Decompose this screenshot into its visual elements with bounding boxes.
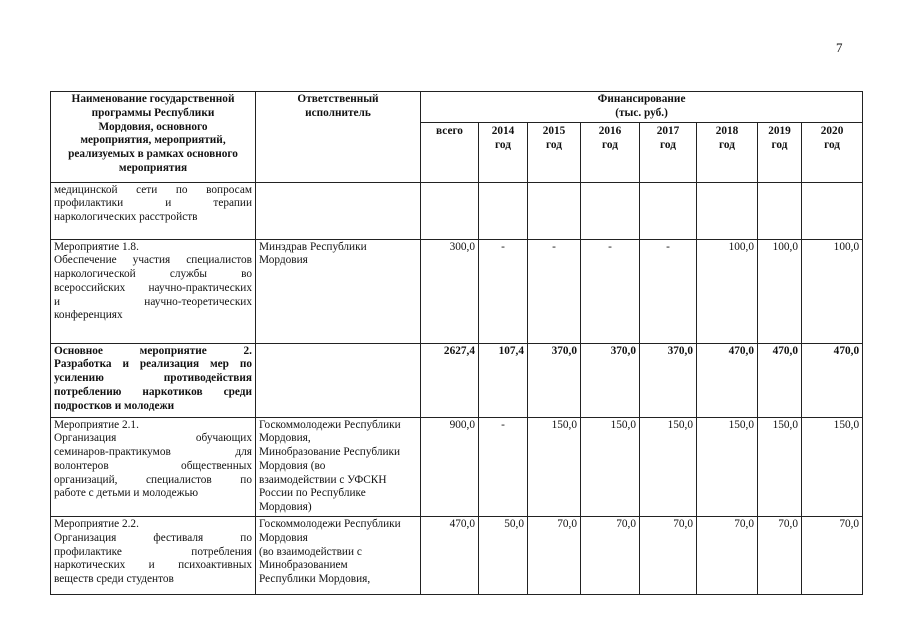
row-executor-line: Республики Мордовия, bbox=[259, 573, 371, 586]
year-unit: год bbox=[546, 139, 562, 152]
row-name-line: подростков и молодежи bbox=[54, 399, 175, 412]
header-name-line: мероприятия, мероприятий, bbox=[80, 134, 226, 147]
value-cell: 100,0 bbox=[758, 239, 802, 343]
row-name-line: всероссийских научно-практических bbox=[54, 281, 252, 294]
value-cell: 50,0 bbox=[479, 517, 528, 595]
row-name-line: веществ среди студентов bbox=[54, 573, 174, 586]
row-executor-line: России по Республике bbox=[259, 487, 366, 500]
page-number: 7 bbox=[836, 40, 843, 55]
header-year bbox=[528, 122, 581, 182]
row-executor-line: Мордовия) bbox=[259, 501, 312, 514]
value-cell: - bbox=[581, 239, 640, 343]
year-unit: год bbox=[660, 139, 676, 152]
header-year bbox=[640, 122, 697, 182]
row-executor-line: Минобразование Республики bbox=[259, 446, 401, 459]
year-label: 2017 bbox=[656, 124, 680, 137]
row-name-line: потреблению наркотиков среди bbox=[54, 385, 252, 398]
value-cell bbox=[421, 182, 479, 239]
row-name-line: Мероприятие 1.8. bbox=[54, 240, 139, 253]
row-name-line: Обеспечение участия специалистов bbox=[54, 254, 252, 267]
row-name-line: Организация фестиваля по bbox=[54, 531, 252, 544]
value-cell bbox=[758, 182, 802, 239]
value-cell: - bbox=[479, 417, 528, 516]
value-cell: 370,0 bbox=[581, 343, 640, 417]
row-executor-line: Минздрав Республики bbox=[259, 240, 367, 253]
year-label: 2020 bbox=[820, 124, 844, 137]
value-cell: 100,0 bbox=[802, 239, 863, 343]
value-cell: 100,0 bbox=[697, 239, 758, 343]
header-name bbox=[51, 92, 256, 183]
value-cell: 300,0 bbox=[421, 239, 479, 343]
row-name-line: конференциях bbox=[54, 309, 123, 322]
header-year bbox=[802, 122, 863, 182]
row-name-line: наркологической службы во bbox=[54, 268, 252, 281]
table-row bbox=[51, 343, 863, 417]
row-name-line: Мероприятие 2.2. bbox=[54, 518, 139, 531]
value-cell: - bbox=[640, 239, 697, 343]
row-executor-line: Мордовия, bbox=[259, 432, 311, 445]
row-executor-line: Мордовия (во bbox=[259, 459, 326, 472]
table-row bbox=[51, 182, 863, 239]
table-row bbox=[51, 417, 863, 516]
value-cell: 150,0 bbox=[581, 417, 640, 516]
header-executor-line: Ответственный bbox=[297, 93, 379, 105]
value-cell: 370,0 bbox=[640, 343, 697, 417]
header-name-line: Наименование государственной bbox=[71, 93, 235, 105]
row-executor-cell bbox=[256, 343, 421, 417]
value-cell bbox=[479, 182, 528, 239]
value-cell: 150,0 bbox=[697, 417, 758, 516]
header-year bbox=[581, 122, 640, 182]
row-name-line: наркологических расстройств bbox=[54, 211, 198, 224]
header-executor-line: исполнитель bbox=[305, 106, 371, 119]
row-name-line: Основное мероприятие 2. bbox=[54, 344, 252, 357]
row-name-cell bbox=[51, 182, 256, 239]
header-name-line: Мордовия, основного bbox=[98, 120, 208, 133]
value-cell: 70,0 bbox=[528, 517, 581, 595]
value-cell bbox=[528, 182, 581, 239]
financing-table bbox=[50, 91, 863, 595]
table-row bbox=[51, 517, 863, 595]
header-year bbox=[758, 122, 802, 182]
header-year bbox=[697, 122, 758, 182]
row-executor-cell bbox=[256, 417, 421, 516]
value-cell: 470,0 bbox=[802, 343, 863, 417]
value-cell: 2627,4 bbox=[421, 343, 479, 417]
row-executor-cell bbox=[256, 517, 421, 595]
value-cell: 107,4 bbox=[479, 343, 528, 417]
value-cell: - bbox=[479, 239, 528, 343]
value-cell: 70,0 bbox=[640, 517, 697, 595]
row-name-line: усилению противодействия bbox=[54, 372, 252, 385]
row-name-line: Мероприятие 2.1. bbox=[54, 418, 139, 431]
value-cell: 470,0 bbox=[697, 343, 758, 417]
row-name-line: медицинской сети по вопросам bbox=[54, 183, 252, 196]
header-executor bbox=[256, 92, 421, 183]
row-name-line: и научно-теоретических bbox=[54, 295, 252, 308]
value-cell: 470,0 bbox=[758, 343, 802, 417]
value-cell bbox=[581, 182, 640, 239]
row-name-cell bbox=[51, 517, 256, 595]
value-cell: 70,0 bbox=[758, 517, 802, 595]
year-unit: год bbox=[495, 139, 511, 152]
value-cell: 370,0 bbox=[528, 343, 581, 417]
year-label: 2016 bbox=[598, 124, 622, 137]
year-label: 2019 bbox=[768, 124, 791, 137]
row-name-line: наркотических и психоактивных bbox=[54, 559, 252, 572]
row-executor-line: Мордовия bbox=[259, 254, 308, 267]
value-cell: 150,0 bbox=[802, 417, 863, 516]
header-total bbox=[421, 122, 479, 182]
header-name-line: программы Республики bbox=[91, 106, 215, 119]
row-name-line: профилактики и терапии bbox=[54, 197, 252, 210]
value-cell bbox=[697, 182, 758, 239]
row-name-line: работе с детьми и молодежью bbox=[54, 487, 199, 500]
value-cell: 470,0 bbox=[421, 517, 479, 595]
value-cell bbox=[802, 182, 863, 239]
header-name-line: мероприятия bbox=[118, 161, 188, 174]
row-executor-line: Минобразованием bbox=[259, 559, 348, 572]
value-cell: 70,0 bbox=[581, 517, 640, 595]
year-unit: год bbox=[771, 139, 788, 152]
row-executor-line: Госкоммолодежи Республики bbox=[259, 418, 401, 431]
row-name-cell bbox=[51, 417, 256, 516]
header-financing-line: (тыс. руб.) bbox=[615, 106, 668, 119]
header-financing bbox=[421, 92, 863, 123]
year-label: 2018 bbox=[715, 124, 739, 137]
table-row bbox=[51, 239, 863, 343]
row-executor-line: (во взаимодействии с bbox=[259, 545, 362, 558]
row-name-line: профилактике потребления bbox=[54, 545, 252, 558]
year-label: 2014 bbox=[491, 124, 515, 137]
year-unit: год bbox=[719, 139, 735, 152]
value-cell bbox=[640, 182, 697, 239]
row-executor-cell bbox=[256, 182, 421, 239]
row-name-cell bbox=[51, 239, 256, 343]
row-name-cell bbox=[51, 343, 256, 417]
header-total-label: всего bbox=[436, 124, 463, 137]
row-executor-cell bbox=[256, 239, 421, 343]
header-financing-line: Финансирование bbox=[597, 93, 686, 105]
header-name-line: реализуемых в рамках основного bbox=[68, 148, 238, 161]
row-name-line: организаций, специалистов по bbox=[54, 473, 252, 486]
value-cell: 70,0 bbox=[802, 517, 863, 595]
row-executor-line: взаимодействии с УФСКН bbox=[259, 473, 387, 486]
year-unit: год bbox=[602, 139, 618, 152]
year-unit: год bbox=[824, 139, 840, 152]
row-name-line: волонтеров общественных bbox=[54, 459, 252, 472]
value-cell: 150,0 bbox=[528, 417, 581, 516]
value-cell: 150,0 bbox=[640, 417, 697, 516]
row-name-line: Разработка и реализация мер по bbox=[54, 358, 252, 371]
row-name-line: Организация обучающих bbox=[54, 432, 252, 445]
row-name-line: семинаров-практикумов для bbox=[54, 446, 252, 459]
value-cell: 150,0 bbox=[758, 417, 802, 516]
value-cell: 70,0 bbox=[697, 517, 758, 595]
year-label: 2015 bbox=[542, 124, 566, 137]
value-cell: 900,0 bbox=[421, 417, 479, 516]
value-cell: - bbox=[528, 239, 581, 343]
row-executor-line: Мордовия bbox=[259, 531, 308, 544]
header-year bbox=[479, 122, 528, 182]
row-executor-line: Госкоммолодежи Республики bbox=[259, 518, 401, 531]
